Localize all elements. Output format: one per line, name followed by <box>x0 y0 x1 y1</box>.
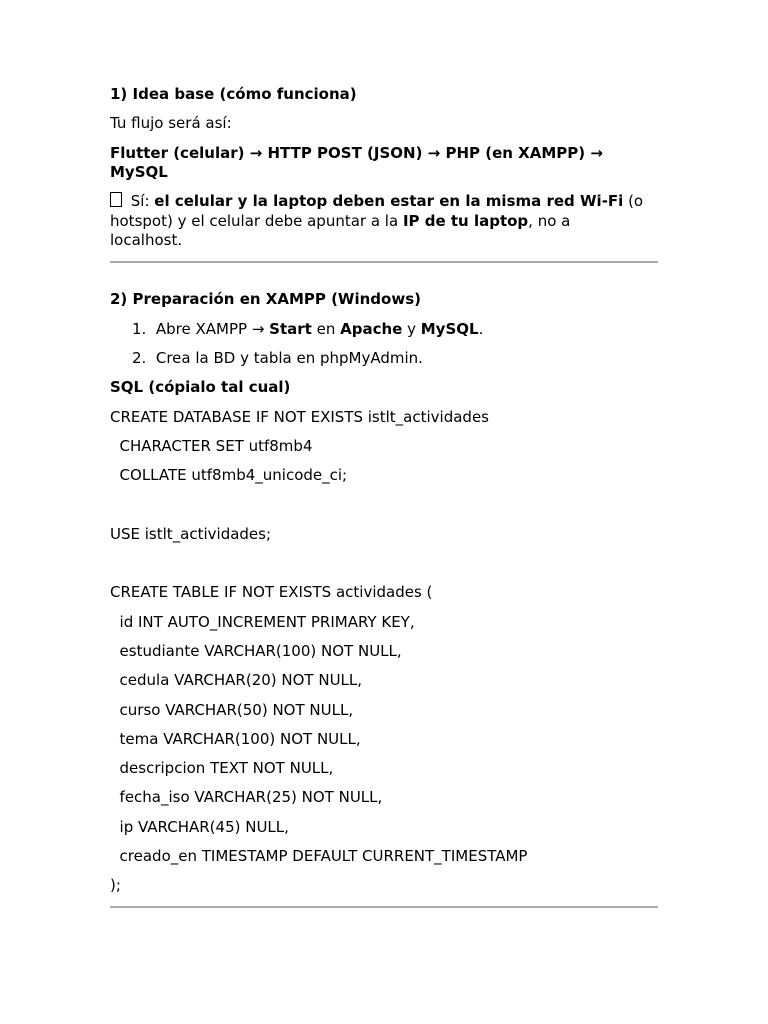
step-1-mysql: MySQL <box>420 320 479 338</box>
checkbox-glyph-icon <box>110 192 122 207</box>
sql-heading: SQL (cópialo tal cual) <box>110 378 291 396</box>
sql-line: CHARACTER SET utf8mb4 <box>110 437 313 455</box>
note-prefix: Sí: <box>126 192 155 210</box>
flow-line-2: MySQL <box>110 163 168 181</box>
sql-line: fecha_iso VARCHAR(25) NOT NULL, <box>110 788 383 806</box>
flow-line-1: Flutter (celular) → HTTP POST (JSON) → PHP (en XAMPP) → <box>110 144 603 162</box>
step-2-number: 2. <box>132 349 147 367</box>
step-2-text: Crea la BD y tabla en phpMyAdmin. <box>155 349 423 367</box>
divider <box>110 906 658 908</box>
note-tail: (o <box>623 192 644 210</box>
network-note-line-1 <box>110 192 643 210</box>
note-line2-post: , no a <box>528 212 571 230</box>
sql-line: estudiante VARCHAR(100) NOT NULL, <box>110 642 402 660</box>
step-1-apache: Apache <box>340 320 403 338</box>
note-line2-pre: hotspot) y el celular debe apuntar a la <box>110 212 403 230</box>
sql-line: cedula VARCHAR(20) NOT NULL, <box>110 671 363 689</box>
step-1-text-3: y <box>402 320 421 338</box>
sql-line: id INT AUTO_INCREMENT PRIMARY KEY, <box>110 613 415 631</box>
step-1-text-4: . <box>478 320 484 338</box>
network-note-line-3: localhost. <box>110 231 183 249</box>
note-bold-wifi: el celular y la laptop deben estar en la misma red Wi-Fi <box>154 192 624 210</box>
step-1 <box>132 320 483 338</box>
step-1-text: Abre XAMPP → <box>155 320 270 338</box>
sql-line: USE istlt_actividades; <box>110 525 272 543</box>
step-1-text-2: en <box>311 320 341 338</box>
step-1-number: 1. <box>132 320 147 338</box>
step-1-start: Start <box>269 320 312 338</box>
sql-line: creado_en TIMESTAMP DEFAULT CURRENT_TIMESTAMP <box>110 847 528 865</box>
sql-line: ); <box>110 876 121 894</box>
section2-heading: 2) Preparación en XAMPP (Windows) <box>110 290 421 308</box>
sql-line: tema VARCHAR(100) NOT NULL, <box>110 730 361 748</box>
sql-line: curso VARCHAR(50) NOT NULL, <box>110 701 354 719</box>
sql-line: descripcion TEXT NOT NULL, <box>110 759 334 777</box>
network-note-line-2 <box>110 212 570 230</box>
section1-heading: 1) Idea base (cómo funciona) <box>110 85 357 103</box>
sql-line: CREATE TABLE IF NOT EXISTS actividades ( <box>110 583 433 601</box>
sql-line: ip VARCHAR(45) NULL, <box>110 818 289 836</box>
section1-intro: Tu flujo será así: <box>110 114 232 132</box>
step-2 <box>132 349 423 367</box>
divider <box>110 261 658 263</box>
note-bold-ip: IP de tu laptop <box>402 212 529 230</box>
sql-line: COLLATE utf8mb4_unicode_ci; <box>110 466 348 484</box>
sql-line: CREATE DATABASE IF NOT EXISTS istlt_actividades <box>110 408 489 426</box>
